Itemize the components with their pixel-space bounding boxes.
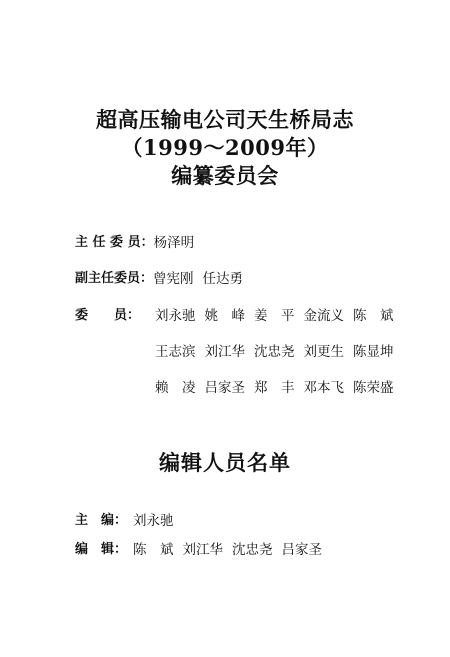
chief-editor-row (75, 510, 174, 532)
editor-name: 沈忠尧 (232, 542, 273, 558)
editors-section-title: 编辑人员名单 (159, 450, 291, 475)
editor-name: 吕家圣 (281, 542, 322, 558)
editor-label: 编 辑： (75, 542, 128, 557)
document-title (0, 106, 450, 190)
director-label: 主 任 委 员： (75, 235, 154, 250)
chief-editor-name: 刘永驰 (133, 513, 174, 529)
member-name: 刘更生 (303, 344, 344, 360)
member-name: 陈荣盛 (353, 380, 394, 396)
vice-director-name: 任达勇 (202, 271, 244, 287)
members-names-3 (155, 377, 403, 399)
member-name: 沈忠尧 (254, 344, 295, 360)
vice-director-names (153, 268, 252, 290)
member-name: 郑 丰 (254, 380, 295, 396)
editor-name: 刘江华 (182, 542, 223, 558)
member-name: 陈显坤 (353, 344, 394, 360)
member-name: 金流义 (303, 308, 344, 324)
members-names-2 (155, 341, 403, 363)
director-name: 杨泽明 (153, 235, 195, 251)
member-name: 刘江华 (204, 344, 245, 360)
chief-editor-label: 主 编： (75, 513, 128, 528)
director-row (75, 232, 194, 254)
member-name: 赖 凌 (155, 380, 196, 396)
editor-row (75, 539, 331, 561)
title-line-2: （1999～2009年） (121, 135, 329, 160)
member-name: 姜 平 (254, 308, 295, 324)
vice-director-name: 曾宪刚 (153, 271, 194, 287)
editor-name: 陈 斌 (133, 542, 174, 558)
member-name: 王志滨 (155, 344, 196, 360)
editor-names (133, 539, 331, 561)
vice-director-row (75, 268, 252, 290)
member-name: 吕家圣 (204, 380, 245, 396)
member-name: 姚 峰 (204, 308, 245, 324)
members-label: 委 员： (75, 308, 141, 323)
member-name: 陈 斌 (353, 308, 394, 324)
member-name: 刘永驰 (155, 308, 196, 324)
members-row-1 (75, 305, 403, 327)
vice-director-label: 副主任委员： (75, 271, 154, 286)
members-row-2 (75, 341, 403, 363)
title-line-1: 超高压输电公司天生桥局志 (96, 107, 354, 132)
members-row-3 (75, 377, 403, 399)
members-names-1 (155, 305, 403, 327)
title-line-3: 编纂委员会 (171, 163, 279, 188)
member-name: 邓本飞 (303, 380, 344, 396)
